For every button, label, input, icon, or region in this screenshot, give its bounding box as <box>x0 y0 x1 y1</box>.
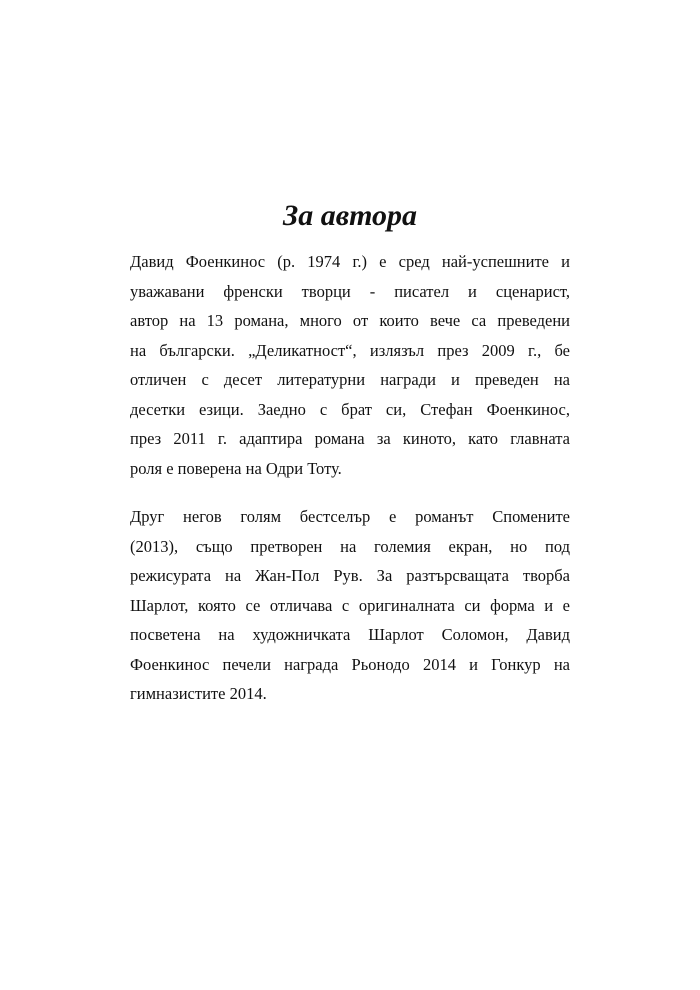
text-line: Фоенкинос печели награда Рьонодо 2014 и Гонкур на <box>130 654 570 674</box>
text-line: през 2011 г. адаптира романа за киното, като главната <box>130 429 570 448</box>
text-line: режисурата на Жан-Пол Рув. За разтърсващата творба <box>130 566 570 585</box>
page-title: За автора <box>282 199 418 232</box>
paragraph-2 <box>130 502 570 709</box>
text-line: автор на 13 романа, много от които вече са преведени <box>130 311 570 330</box>
text-line: Шарлот, която се отличава с оригиналната си форма и е <box>130 595 570 615</box>
text-line: на български. „Деликатност“, излязъл през 2009 г., бе <box>130 340 570 360</box>
text-line: десетки езици. Заедно с брат си, Стефан Фоенкинос, <box>130 399 570 419</box>
text-line: Друг негов голям бестселър е романът Спомените <box>130 507 570 526</box>
text-line: (2013), също претворен на големия екран, но под <box>130 536 570 556</box>
text-line: роля е поверена на Одри Тоту. <box>130 458 342 478</box>
paragraph-1 <box>130 247 570 483</box>
text-line: Давид Фоенкинос (р. 1974 г.) е сред най-успешните и <box>130 252 570 271</box>
text-line: посветена на художничката Шарлот Соломон, Давид <box>130 625 570 644</box>
text-line: уважавани френски творци - писател и сценарист, <box>130 281 570 301</box>
text-line: гимназистите 2014. <box>130 684 267 703</box>
text-line: отличен с десет литературни награди и преведен на <box>130 370 570 389</box>
